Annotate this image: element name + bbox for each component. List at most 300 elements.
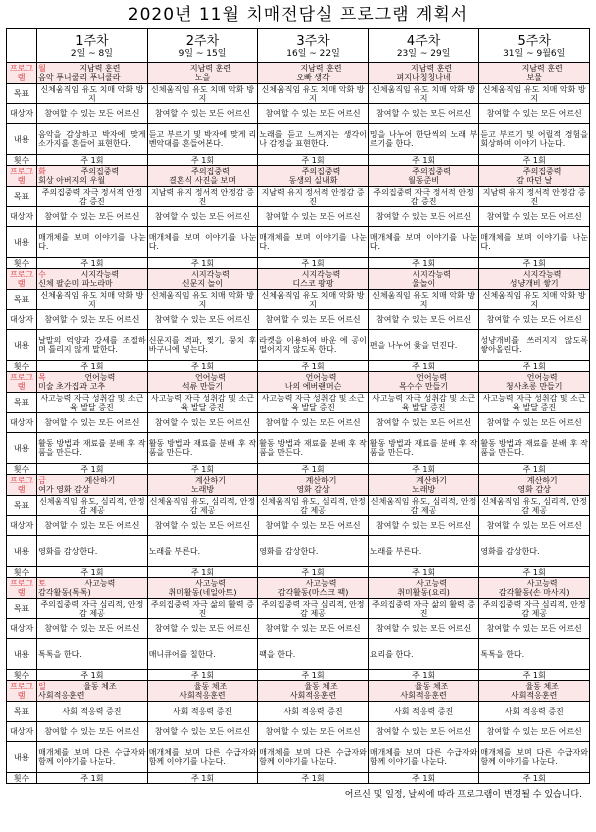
program-area: 사고능력 [526, 579, 558, 588]
program-activity: 동생의 실내화 [288, 176, 338, 185]
content-cell: 듣고 부르기 및 어릴적 경험을 회상하며 이야기 나눈다. [479, 124, 590, 155]
program-activity: 영화 감상 [296, 485, 330, 494]
day-label [370, 64, 386, 73]
target-cell: 참여할 수 있는 모든 어르신 [368, 516, 479, 536]
day-label [480, 64, 496, 73]
row-label-count: 횟수 [7, 773, 37, 784]
program-row [7, 63, 590, 84]
program-activity: 노래방 [412, 485, 436, 494]
program-area-line [38, 64, 146, 73]
program-area-line [149, 682, 257, 691]
week-header [147, 29, 258, 63]
goal-cell: 주의집중력 자극 삶의 활력 증진 [368, 599, 479, 619]
program-area-line [38, 373, 146, 382]
program-area-line [38, 682, 146, 691]
program-area-line [480, 476, 588, 485]
content-cell: 활동 방법과 재료를 분배 후 작품을 만든다. [479, 433, 590, 464]
program-cell [368, 63, 479, 84]
program-row [7, 681, 590, 702]
program-area: 율동 체조 [193, 682, 228, 691]
program-activity: 취미활동(네일아트) [168, 588, 237, 597]
program-cell [479, 578, 590, 599]
day-label: 수 [38, 270, 46, 279]
content-cell: 영화를 감상한다. [258, 536, 369, 567]
week-header-row [7, 29, 590, 63]
program-schedule-table [6, 28, 590, 784]
count-cell: 주 1회 [147, 670, 258, 681]
week-dates: 31일 ~ 9월6일 [503, 48, 566, 59]
day-label [259, 167, 275, 176]
program-activity: 펴지나칭칭나네 [396, 73, 451, 82]
program-area: 시지각능력 [522, 270, 562, 279]
program-area: 계산하기 [305, 476, 337, 485]
target-cell: 참여할 수 있는 모든 어르신 [258, 207, 369, 227]
program-activity: 사회적응훈련 [511, 691, 558, 700]
day-label [259, 270, 275, 279]
program-cell [479, 166, 590, 187]
day-label: 일 [38, 682, 46, 691]
count-cell: 주 1회 [37, 464, 148, 475]
page-title: 2020년 11월 치매전담실 프로그램 계획서 [127, 5, 469, 25]
program-area: 지남력 훈련 [189, 64, 232, 73]
content-cell: 매개체를 보며 이야기를 나눈다. [37, 227, 148, 258]
program-activity: 취미활동(요리) [397, 588, 450, 597]
program-cell [368, 475, 479, 496]
count-cell: 주 1회 [147, 464, 258, 475]
program-area: 율동 체조 [414, 682, 449, 691]
program-row [7, 372, 590, 393]
content-cell: 듣고 부르기 및 박자에 맞게 리벤악대를 흔들어본다. [147, 124, 258, 155]
target-row [7, 207, 590, 227]
goal-cell: 신체움직임 유도, 심리적, 안정감 제공 [258, 496, 369, 516]
program-cell [147, 166, 258, 187]
row-label-program: 프로그램 [7, 578, 37, 599]
program-row [7, 269, 590, 290]
count-cell: 주 1회 [368, 155, 479, 166]
goal-cell: 신체움직임 유도 치매 악화 방지 [147, 290, 258, 310]
week-name: 4주차 [406, 33, 441, 49]
program-area: 주의집중력 [80, 167, 120, 176]
content-cell: 요리를 한다. [368, 639, 479, 670]
goal-row [7, 702, 590, 722]
count-cell: 주 1회 [479, 464, 590, 475]
content-cell: 매개체를 보며 다른 수급자와 함께 이야기를 나눈다. [37, 742, 148, 773]
program-activity: 노을 [194, 73, 211, 82]
target-cell: 참여할 수 있는 모든 어르신 [258, 310, 369, 330]
program-cell [147, 578, 258, 599]
program-area-line [38, 579, 146, 588]
program-area: 지남력 훈련 [521, 64, 563, 73]
row-label-goal: 목표 [7, 290, 37, 310]
program-activity: 석류 만들기 [181, 382, 224, 391]
program-cell [479, 681, 590, 702]
content-cell: 편을 나누어 윷을 던진다. [368, 330, 479, 361]
day-label [149, 167, 165, 176]
program-activity: 음악 푸니쿨리 푸니쿨라 [38, 73, 121, 82]
program-area: 사고능력 [416, 579, 448, 588]
program-area-line [149, 579, 257, 588]
content-cell: 매개체를 보며 이야기를 나눈다. [368, 227, 479, 258]
program-area: 지남력 훈련 [411, 64, 453, 73]
goal-cell: 신체움직임 유도 치매 악화 방지 [147, 84, 258, 104]
program-area-line [149, 64, 257, 73]
row-label-program: 프로그램 [7, 166, 37, 187]
content-cell: 음악을 감상하고 박자에 맞게 소가지를 흔들어 표현한다. [37, 124, 148, 155]
program-area: 주의집중력 [522, 167, 562, 176]
count-cell: 주 1회 [258, 464, 369, 475]
program-area-line [259, 270, 367, 279]
program-area-line [480, 579, 588, 588]
program-cell [368, 269, 479, 290]
count-cell: 주 1회 [147, 567, 258, 578]
program-area-line [38, 167, 146, 176]
target-cell: 참여할 수 있는 모든 어르신 [479, 104, 590, 124]
count-cell: 주 1회 [479, 670, 590, 681]
row-label-content: 내용 [7, 639, 37, 670]
count-cell: 주 1회 [147, 773, 258, 784]
program-area: 율동 체조 [525, 682, 559, 691]
program-cell [258, 578, 369, 599]
target-row [7, 413, 590, 433]
day-label [480, 682, 496, 691]
row-label-program: 프로그램 [7, 681, 37, 702]
target-cell: 참여할 수 있는 모든 어르신 [37, 516, 148, 536]
program-cell [147, 269, 258, 290]
row-label-goal: 목표 [7, 187, 37, 207]
goal-cell: 사회 적응력 증진 [258, 702, 369, 722]
week-header [479, 29, 590, 63]
program-area-line [480, 64, 588, 73]
row-label-target: 대상자 [7, 310, 37, 330]
content-cell: 영화를 감상한다. [479, 536, 590, 567]
program-cell [258, 166, 369, 187]
program-cell [37, 681, 148, 702]
content-cell: 활동 방법과 재료를 분배 후 작품을 만든다. [368, 433, 479, 464]
goal-row [7, 84, 590, 104]
target-cell: 참여할 수 있는 모든 어르신 [368, 619, 479, 639]
program-activity: 감 따던 날 [516, 176, 553, 185]
program-cell [479, 475, 590, 496]
day-label [149, 373, 165, 382]
day-label [149, 682, 165, 691]
program-area: 계산하기 [526, 476, 558, 485]
content-cell: 노래를 부른다. [147, 536, 258, 567]
program-area-line [149, 373, 257, 382]
program-activity: 감각활동(톡톡) [38, 588, 91, 597]
program-cell [147, 372, 258, 393]
program-cell [368, 372, 479, 393]
content-cell: 팩을 한다. [258, 639, 369, 670]
target-cell: 참여할 수 있는 모든 어르신 [37, 104, 148, 124]
content-cell: 매개체를 보며 다른 수급자와 함께 이야기를 나눈다. [147, 742, 258, 773]
row-label-count: 횟수 [7, 464, 37, 475]
count-cell: 주 1회 [37, 773, 148, 784]
content-cell: 성냥개비를 쓰러지지 않도록 쌓아올린다. [479, 330, 590, 361]
week-header [37, 29, 148, 63]
day-label: 금 [38, 476, 46, 485]
row-label-content: 내용 [7, 536, 37, 567]
target-cell: 참여할 수 있는 모든 어르신 [147, 619, 258, 639]
program-activity: 목수수 만들기 [399, 382, 449, 391]
content-cell: 톡톡을 한다. [479, 639, 590, 670]
day-label: 화 [38, 167, 46, 176]
program-area-line [370, 270, 478, 279]
row-label-goal: 목표 [7, 702, 37, 722]
program-area-line [370, 64, 478, 73]
target-cell: 참여할 수 있는 모든 어르신 [37, 619, 148, 639]
target-cell: 참여할 수 있는 모든 어르신 [479, 207, 590, 227]
program-area: 언어능력 [195, 373, 226, 382]
program-area-line [480, 167, 588, 176]
day-label: 목 [38, 373, 46, 382]
program-area-line [149, 167, 257, 176]
row-label-target: 대상자 [7, 207, 37, 227]
program-area: 시지각능력 [412, 270, 451, 279]
day-label: 월 [38, 64, 46, 73]
program-row [7, 166, 590, 187]
content-cell: 노래를 듣고 느껴지는 생각이나 감정을 표현한다. [258, 124, 369, 155]
count-cell: 주 1회 [479, 773, 590, 784]
row-label-goal: 목표 [7, 393, 37, 413]
program-area: 계산하기 [416, 476, 448, 485]
count-cell: 주 1회 [479, 361, 590, 372]
target-cell: 참여할 수 있는 모든 어르신 [147, 310, 258, 330]
program-area-line [38, 476, 146, 485]
program-cell [368, 578, 479, 599]
content-cell: 매개체를 보며 다른 수급자와 함께 이야기를 나눈다. [479, 742, 590, 773]
row-label-target: 대상자 [7, 722, 37, 742]
target-cell: 참여할 수 있는 모든 어르신 [479, 310, 590, 330]
day-label: 토 [38, 579, 46, 588]
row-label-goal: 목표 [7, 599, 37, 619]
target-cell: 참여할 수 있는 모든 어르신 [37, 310, 148, 330]
row-label-target: 대상자 [7, 619, 37, 639]
program-area: 언어능력 [305, 373, 337, 382]
target-cell: 참여할 수 있는 모든 어르신 [147, 104, 258, 124]
goal-cell: 지남력 유지 정서적 안정감 증진 [147, 187, 258, 207]
program-area: 사고능력 [84, 579, 116, 588]
row-label-count: 횟수 [7, 155, 37, 166]
row-label-goal: 목표 [7, 496, 37, 516]
row-label-content: 내용 [7, 227, 37, 258]
week-name: 3주차 [296, 33, 330, 49]
day-label [370, 682, 386, 691]
goal-cell: 신체움직임 유도 치매 악화 방지 [37, 84, 148, 104]
goal-cell: 사고능력 자극 성취감 및 소근육 발달 증진 [258, 393, 369, 413]
program-area: 계산하기 [195, 476, 226, 485]
program-area-line [259, 476, 367, 485]
target-cell: 참여할 수 있는 모든 어르신 [368, 310, 479, 330]
target-cell: 참여할 수 있는 모든 어르신 [147, 207, 258, 227]
program-cell [37, 372, 148, 393]
row-label-content: 내용 [7, 124, 37, 155]
target-cell: 참여할 수 있는 모든 어르신 [479, 413, 590, 433]
target-cell: 참여할 수 있는 모든 어르신 [147, 722, 258, 742]
program-area-line [480, 270, 588, 279]
day-label [480, 579, 496, 588]
row-label-program: 프로그램 [7, 63, 37, 84]
count-cell: 주 1회 [147, 155, 258, 166]
target-cell: 참여할 수 있는 모든 어르신 [368, 413, 479, 433]
content-cell: 활동 방법과 재료를 분배 후 작품을 만든다. [37, 433, 148, 464]
count-cell: 주 1회 [37, 258, 148, 269]
program-activity: 디스코 팡팡 [292, 279, 334, 288]
program-activity: 오빠 생각 [296, 73, 330, 82]
row-label-target: 대상자 [7, 104, 37, 124]
count-row [7, 361, 590, 372]
row-label-content: 내용 [7, 742, 37, 773]
corner-cell [7, 29, 37, 63]
program-cell [147, 475, 258, 496]
target-cell: 참여할 수 있는 모든 어르신 [479, 619, 590, 639]
program-activity: 월동준비 [408, 176, 440, 185]
program-activity: 나의 에버랜머슨 [284, 382, 342, 391]
row-label-program: 프로그램 [7, 475, 37, 496]
count-row [7, 155, 590, 166]
content-row [7, 330, 590, 361]
count-cell: 주 1회 [258, 670, 369, 681]
content-cell: 활동 방법과 재료를 분배 후 작품을 만든다. [258, 433, 369, 464]
program-area-line [480, 682, 588, 691]
goal-cell: 신체움직임 유도, 심리적, 안정감 제공 [37, 496, 148, 516]
goal-cell: 주의집중력 자극 정서적 안정감 증진 [37, 187, 148, 207]
program-activity: 청사초롱 만들기 [505, 382, 563, 391]
program-area-line [259, 167, 367, 176]
day-label [480, 476, 496, 485]
goal-cell: 신체움직임 유도, 심리적, 안정감 제공 [147, 496, 258, 516]
day-label [370, 476, 386, 485]
program-activity: 사회적응훈련 [179, 691, 226, 700]
goal-cell: 신체움직임 유도 치매 악화 방지 [37, 290, 148, 310]
goal-cell: 주의집중력 자극 삶의 활력 증진 [147, 599, 258, 619]
week-header [258, 29, 369, 63]
target-cell: 참여할 수 있는 모든 어르신 [147, 413, 258, 433]
target-row [7, 104, 590, 124]
content-cell: 톡톡을 한다. [37, 639, 148, 670]
content-cell: 매개체를 보며 다른 수급자와 함께 이야기를 나눈다. [258, 742, 369, 773]
target-cell: 참여할 수 있는 모든 어르신 [368, 722, 479, 742]
program-activity: 사회적응훈련 [400, 691, 447, 700]
goal-row [7, 496, 590, 516]
day-label [370, 167, 386, 176]
program-cell [37, 166, 148, 187]
content-row [7, 433, 590, 464]
program-area-line [370, 476, 478, 485]
program-area: 주의집중력 [191, 167, 230, 176]
count-cell: 주 1회 [258, 258, 369, 269]
program-area: 사고능력 [195, 579, 226, 588]
content-row [7, 639, 590, 670]
count-cell: 주 1회 [258, 361, 369, 372]
goal-cell: 신체움직임 유도 치매 악화 방지 [368, 290, 479, 310]
program-area: 율동 체조 [83, 682, 117, 691]
program-area: 언어능력 [84, 373, 116, 382]
program-cell [258, 681, 369, 702]
program-area-line [370, 167, 478, 176]
program-row [7, 578, 590, 599]
count-cell: 주 1회 [147, 258, 258, 269]
program-area-line [259, 579, 367, 588]
goal-cell: 사회 적응력 증진 [37, 702, 148, 722]
row-label-goal: 목표 [7, 84, 37, 104]
program-area: 주의집중력 [412, 167, 451, 176]
program-area: 계산하기 [84, 476, 116, 485]
goal-cell: 주의집중력 자극 심리적, 안정감 제공 [479, 599, 590, 619]
row-label-count: 횟수 [7, 567, 37, 578]
program-area: 율동 체조 [304, 682, 338, 691]
count-row [7, 567, 590, 578]
count-cell: 주 1회 [479, 567, 590, 578]
day-label [370, 270, 386, 279]
goal-cell: 지남력 유지 정서적 안정감 증진 [258, 187, 369, 207]
row-label-program: 프로그램 [7, 372, 37, 393]
goal-cell: 신체움직임 유도 치매 악화 방지 [258, 84, 369, 104]
program-area-line [480, 373, 588, 382]
program-area-line [259, 373, 367, 382]
count-cell: 주 1회 [368, 464, 479, 475]
content-cell: 라켓을 이용하여 바운 에 공이 떨어지지 않도록 한다. [258, 330, 369, 361]
week-name: 2주차 [185, 33, 220, 49]
content-cell: 신문지를 격파, 찢기, 뭉치 후 바구니에 넣는다. [147, 330, 258, 361]
content-cell: 매니큐어를 칠한다. [147, 639, 258, 670]
program-activity: 사회적응훈련 [38, 691, 85, 700]
goal-cell: 사고능력 자극 성취감 및 소근육 발달 증진 [479, 393, 590, 413]
row-label-content: 내용 [7, 330, 37, 361]
count-cell: 주 1회 [258, 773, 369, 784]
goal-cell: 신체움직임 유도 치매 악화 방지 [368, 84, 479, 104]
content-cell: 밍을 나누어 한단씩의 노래 부르기를 한다. [368, 124, 479, 155]
content-cell: 매개체를 보며 이야기를 나눈다. [258, 227, 369, 258]
program-activity: 미술 초가집과 고추 [38, 382, 106, 391]
goal-cell: 신체움직임 유도 치매 악화 방지 [479, 84, 590, 104]
program-cell [37, 63, 148, 84]
day-label [149, 579, 165, 588]
day-label [259, 579, 275, 588]
count-cell: 주 1회 [479, 258, 590, 269]
program-cell [479, 269, 590, 290]
row-label-target: 대상자 [7, 413, 37, 433]
count-cell: 주 1회 [37, 567, 148, 578]
target-cell: 참여할 수 있는 모든 어르신 [258, 104, 369, 124]
program-area: 주의집중력 [301, 167, 341, 176]
program-area: 시지각능력 [301, 270, 341, 279]
goal-cell: 주의집중력 자극 정서적 안정감 증진 [368, 187, 479, 207]
count-cell: 주 1회 [368, 567, 479, 578]
week-dates: 2일 ~ 8일 [70, 48, 113, 59]
count-cell: 주 1회 [368, 670, 479, 681]
program-cell [258, 269, 369, 290]
program-activity: 여가 영화 감상 [38, 485, 90, 494]
program-area: 사고능력 [305, 579, 337, 588]
count-row [7, 773, 590, 784]
goal-cell: 신체움직임 유도 치매 악화 방지 [258, 290, 369, 310]
content-row [7, 227, 590, 258]
program-cell [37, 578, 148, 599]
goal-cell: 사회 적응력 증진 [479, 702, 590, 722]
program-activity: 노래방 [190, 485, 215, 494]
content-row [7, 124, 590, 155]
goal-cell: 사고능력 자극 성취감 및 소근육 발달 증진 [37, 393, 148, 413]
program-activity: 감각활동(마스크 팩) [277, 588, 349, 597]
count-cell: 주 1회 [258, 567, 369, 578]
program-area-line [149, 270, 257, 279]
program-activity: 울놀이 [412, 279, 436, 288]
program-cell [147, 681, 258, 702]
content-cell: 활동 방법과 재료를 분배 후 작품을 만든다. [147, 433, 258, 464]
count-cell: 주 1회 [368, 361, 479, 372]
program-activity: 결혼식 사진을 보며 [169, 176, 236, 185]
goal-row [7, 393, 590, 413]
